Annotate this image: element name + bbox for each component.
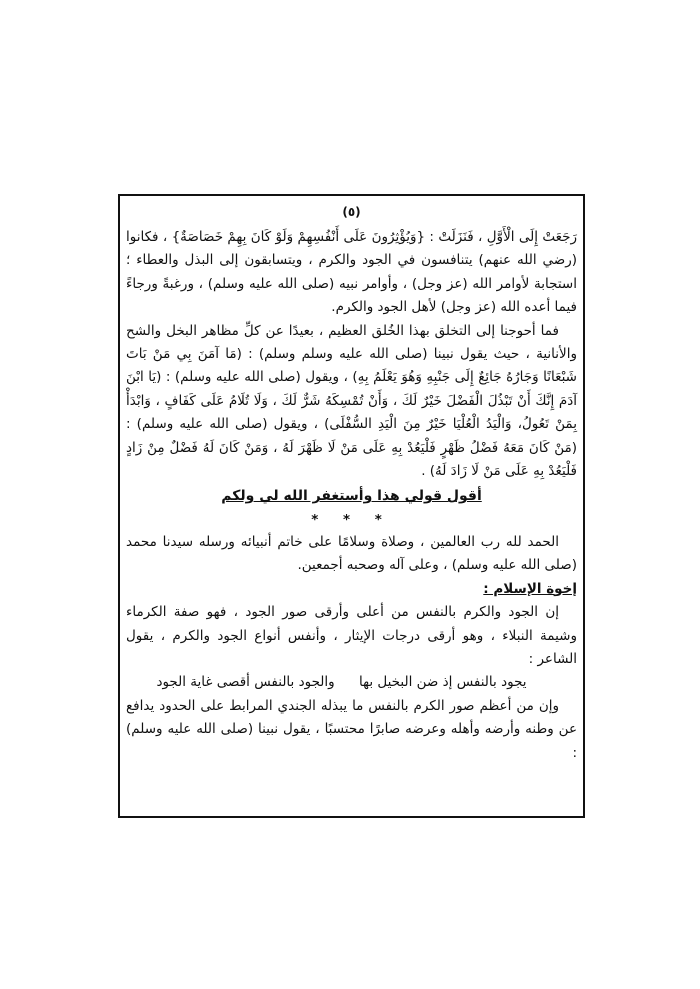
section-heading: إخوة الإسلام : xyxy=(483,580,577,597)
page-number: (٥) xyxy=(342,205,361,219)
separator-stars: * * * xyxy=(311,511,392,528)
page-frame xyxy=(118,194,585,818)
paragraph-praise: الحمد لله رب العالمين ، وصلاة وسلامًا على خاتم أنبيائه ورسله سيدنا محمد (صلى الله عليه وسلم) ، وعلى آله وصحبه أجمعين. xyxy=(126,533,577,574)
paragraph-self-sacrifice: إن الجود والكرم بالنفس من أعلى وأرقى صور الجود ، فهو صفة الكرماء وشيمة النبلاء ، وهو أرقى درجات الإيثار ، وأنفس أنواع الجود والكرم ، يقول الشاعر : xyxy=(126,604,577,667)
closing-heading: أقول قولي هذا وأستغفر الله لي ولكم xyxy=(221,488,482,505)
page-content xyxy=(126,204,577,808)
poem-verse xyxy=(126,671,577,694)
paragraph-avoid-stinginess: فما أحوجنا إلى التخلق بهذا الخُلق العظيم ، بعيدًا عن كلِّ مظاهر البخل والشح والأنانية ، حيث يقول نبينا (صلى الله عليه وسلم وسلم) : (مَا آمَنَ بِي مَنْ بَاتَ شَبْعَانًا وَجَارُهُ جَائِعٌ إِلَى جَنْبِهِ وَهُوَ يَعْلَمُ بِهِ) ، ويقول (صلى الله عليه وسلم) : (يَا ابْنَ آدَمَ إِنَّكَ أَنْ تَبْذُلَ الْفَضْلَ خَيْرٌ لَكَ ، وَأَنْ تُمْسِكَهُ شَرٌّ لَكَ ، وَلَا تُلَامُ عَلَى كَفَافٍ ، وَابْدَأْ بِمَنْ تَعُولُ، وَالْيَدُ الْعُلْيَا خَيْرٌ مِنَ الْيَدِ السُّفْلَى) ، ويقول (صلى الله عليه وسلم) : (مَنْ كَانَ مَعَهُ فَضْلُ ظَهْرٍ فَلْيَعُدْ بِهِ عَلَى مَنْ لَا ظَهْرَ لَهُ ، وَمَنْ كَانَ لَهُ فَضْلٌ مِنْ زَادٍ فَلْيَعُدْ بِهِ عَلَى مَنْ لَا زَادَ لَهُ) . xyxy=(126,322,577,480)
verse-first-hemistich: يجود بالنفس إذ ضن البخيل بها xyxy=(358,674,527,691)
verse-second-hemistich: والجود بالنفس أقصى غاية الجود xyxy=(156,674,335,691)
paragraph-generosity-companions: رَجَعَتْ إِلَى الْأَوَّلِ ، فَنَزَلَتْ : {وَيُؤْثِرُونَ عَلَى أَنْفُسِهِمْ وَلَوْ كَانَ بِهِمْ خَصَاصَةٌ} ، فكانوا (رضي الله عنهم) يتنافسون في الجود والكرم ، ويتسابقون إلى البذل والعطاء ؛ استجابة لأوامر الله (عز وجل) ، وأوامر نبيه (صلى الله عليه وسلم) ، ورغبةً ورجاءً فيما أعده الله (عز وجل) لأهل الجود والكرم. xyxy=(126,229,577,316)
paragraph-soldier: وإن من أعظم صور الكرم بالنفس ما يبذله الجندي المرابط على الحدود يدافع عن وطنه وأرضه وأهله وعرضه صابرًا محتسبًا ، يقول نبينا (صلى الله عليه وسلم) : xyxy=(126,697,577,761)
